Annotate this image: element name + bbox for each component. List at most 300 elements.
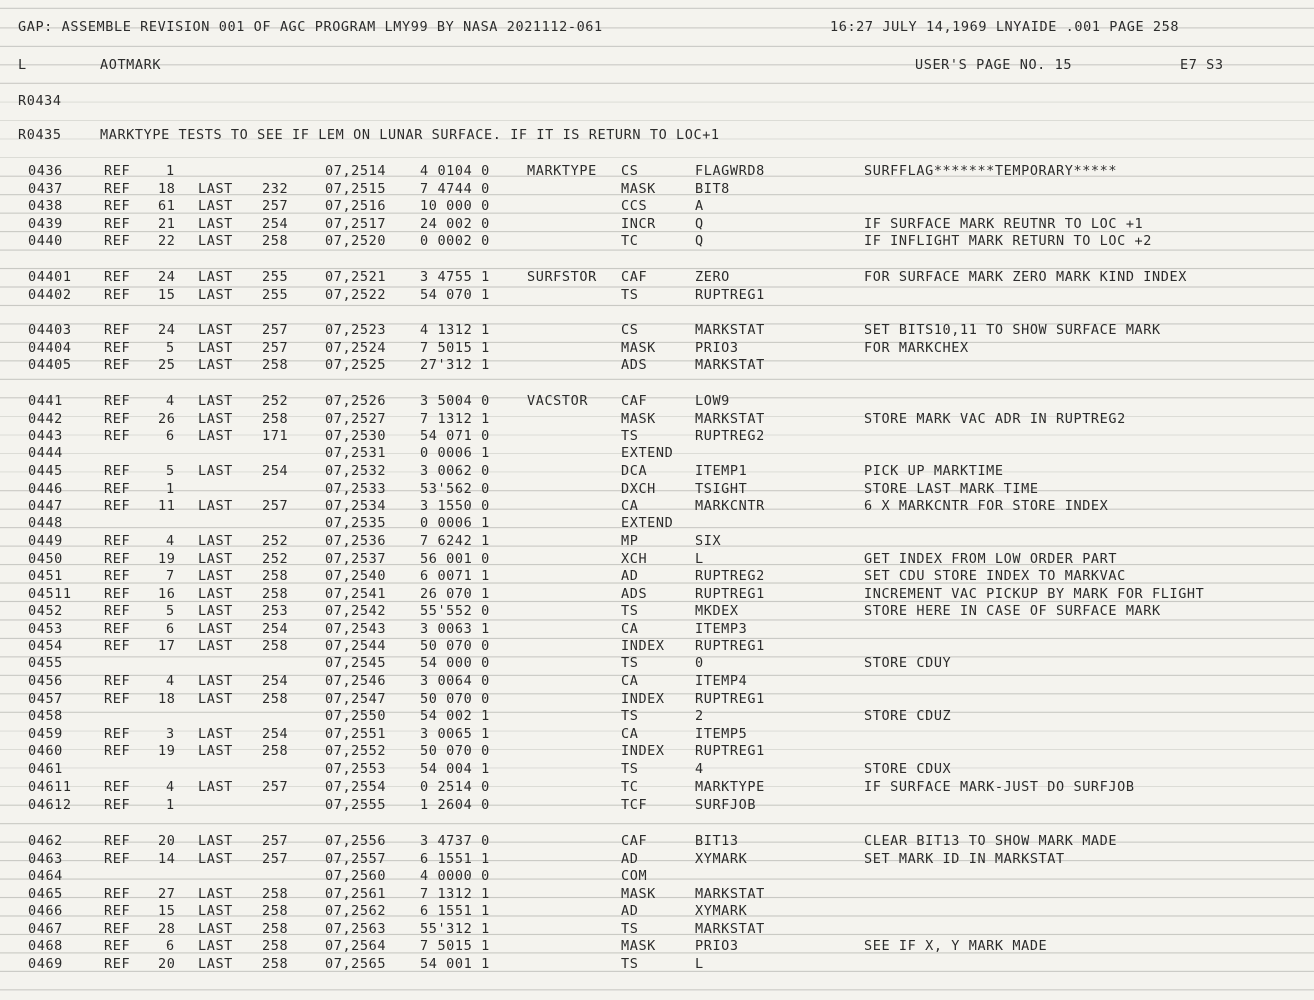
listing-row [0, 920, 1314, 938]
ref-keyword: REF [104, 498, 131, 514]
opcode: CA [621, 726, 639, 742]
last-page: 258 [262, 691, 289, 707]
line-number: 0467 [28, 921, 63, 937]
listing-row [0, 832, 1314, 850]
last-page: 257 [262, 340, 289, 356]
listing-row [0, 550, 1314, 568]
ref-count: 18 [158, 181, 176, 197]
header-line-2 [0, 56, 1314, 74]
line-number: 0442 [28, 411, 63, 427]
address: 07,2515 [325, 181, 387, 197]
ref-keyword: REF [104, 886, 131, 902]
operand: MARKSTAT [695, 921, 765, 937]
operand: ITEMP1 [695, 463, 748, 479]
ref-keyword: REF [104, 287, 131, 303]
comment: FOR MARKCHEX [864, 340, 969, 356]
opcode: CS [621, 163, 639, 179]
comment: SET CDU STORE INDEX TO MARKVAC [864, 568, 1126, 584]
ref-count: 1 [166, 797, 175, 813]
last-page: 258 [262, 586, 289, 602]
line-number: 0443 [28, 428, 63, 444]
listing-row [0, 410, 1314, 428]
ref-count: 24 [158, 269, 176, 285]
ref-count: 6 [166, 621, 175, 637]
last-keyword: LAST [198, 586, 233, 602]
octal-code: 53'562 0 [420, 481, 490, 497]
ref-keyword: REF [104, 269, 131, 285]
octal-code: 54 004 1 [420, 761, 490, 777]
address: 07,2522 [325, 287, 387, 303]
assembly-timestamp-page: 16:27 JULY 14,1969 LNYAIDE .001 PAGE 258 [830, 19, 1180, 35]
ref-count: 7 [166, 568, 175, 584]
last-keyword: LAST [198, 428, 233, 444]
listing-row [0, 532, 1314, 550]
octal-code: 3 0064 0 [420, 673, 490, 689]
line-number: 0458 [28, 708, 63, 724]
ref-keyword: REF [104, 921, 131, 937]
last-page: 258 [262, 886, 289, 902]
last-page: 254 [262, 726, 289, 742]
last-page: 254 [262, 463, 289, 479]
ref-count: 18 [158, 691, 176, 707]
octal-code: 0 0006 1 [420, 515, 490, 531]
opcode: TC [621, 779, 639, 795]
listing-row [0, 497, 1314, 515]
operand: MARKSTAT [695, 357, 765, 373]
octal-code: 7 1312 1 [420, 886, 490, 902]
last-keyword: LAST [198, 287, 233, 303]
line-number: 0436 [28, 163, 63, 179]
last-keyword: LAST [198, 216, 233, 232]
operand: Q [695, 233, 704, 249]
last-page: 258 [262, 411, 289, 427]
operand: RUPTREG2 [695, 568, 765, 584]
operand: 4 [695, 761, 704, 777]
line-number: 0456 [28, 673, 63, 689]
listing-row [0, 885, 1314, 903]
last-page: 254 [262, 216, 289, 232]
opcode: TC [621, 233, 639, 249]
comment: FOR SURFACE MARK ZERO MARK KIND INDEX [864, 269, 1187, 285]
opcode: EXTEND [621, 445, 674, 461]
line-number: 04611 [28, 779, 72, 795]
address: 07,2542 [325, 603, 387, 619]
last-keyword: LAST [198, 691, 233, 707]
last-page: 232 [262, 181, 289, 197]
ref-count: 15 [158, 287, 176, 303]
octal-code: 0 0002 0 [420, 233, 490, 249]
address: 07,2553 [325, 761, 387, 777]
last-page: 257 [262, 322, 289, 338]
operand: MARKSTAT [695, 322, 765, 338]
octal-code: 3 0063 1 [420, 621, 490, 637]
ref-count: 20 [158, 956, 176, 972]
ref-keyword: REF [104, 198, 131, 214]
ref-count: 14 [158, 851, 176, 867]
ref-keyword: REF [104, 673, 131, 689]
operand: SIX [695, 533, 722, 549]
address: 07,2563 [325, 921, 387, 937]
octal-code: 50 070 0 [420, 691, 490, 707]
comment: SET MARK ID IN MARKSTAT [864, 851, 1065, 867]
octal-code: 1 2604 0 [420, 797, 490, 813]
opcode: AD [621, 851, 639, 867]
line-number: 0459 [28, 726, 63, 742]
octal-code: 54 001 1 [420, 956, 490, 972]
ref-count: 15 [158, 903, 176, 919]
listing-row [0, 585, 1314, 603]
ref-count: 5 [166, 340, 175, 356]
ref-keyword: REF [104, 393, 131, 409]
octal-code: 27'312 1 [420, 357, 490, 373]
opcode: DXCH [621, 481, 656, 497]
opcode: MASK [621, 411, 656, 427]
ref-keyword: REF [104, 743, 131, 759]
ref-count: 19 [158, 551, 176, 567]
address: 07,2555 [325, 797, 387, 813]
listing-row [0, 268, 1314, 286]
operand: TSIGHT [695, 481, 748, 497]
ref-keyword: REF [104, 726, 131, 742]
address: 07,2536 [325, 533, 387, 549]
address: 07,2551 [325, 726, 387, 742]
address: 07,2531 [325, 445, 387, 461]
line-number: 0453 [28, 621, 63, 637]
ref-count: 3 [166, 726, 175, 742]
last-page: 258 [262, 903, 289, 919]
opcode: TS [621, 956, 639, 972]
line-number: 0455 [28, 655, 63, 671]
opcode: CA [621, 673, 639, 689]
last-page: 257 [262, 851, 289, 867]
symbol-label: SURFSTOR [527, 269, 597, 285]
last-page: 255 [262, 287, 289, 303]
line-number: 04401 [28, 269, 72, 285]
ref-count: 11 [158, 498, 176, 514]
users-page-number: USER'S PAGE NO. 15 [915, 57, 1073, 73]
ref-keyword: REF [104, 216, 131, 232]
octal-code: 3 1550 0 [420, 498, 490, 514]
listing-row [0, 197, 1314, 215]
last-page: 258 [262, 357, 289, 373]
line-number: 0441 [28, 393, 63, 409]
ref-count: 61 [158, 198, 176, 214]
line-number: 0461 [28, 761, 63, 777]
address: 07,2535 [325, 515, 387, 531]
line-number: 0469 [28, 956, 63, 972]
last-keyword: LAST [198, 340, 233, 356]
comment: STORE CDUX [864, 761, 952, 777]
last-page: 258 [262, 921, 289, 937]
address: 07,2521 [325, 269, 387, 285]
remark-r0435 [0, 126, 1314, 144]
operand: ITEMP4 [695, 673, 748, 689]
last-keyword: LAST [198, 621, 233, 637]
address: 07,2523 [325, 322, 387, 338]
comment: INCREMENT VAC PICKUP BY MARK FOR FLIGHT [864, 586, 1205, 602]
octal-code: 26 070 1 [420, 586, 490, 602]
address: 07,2530 [325, 428, 387, 444]
last-page: 258 [262, 938, 289, 954]
last-keyword: LAST [198, 463, 233, 479]
last-keyword: LAST [198, 726, 233, 742]
address: 07,2534 [325, 498, 387, 514]
operand: BIT8 [695, 181, 730, 197]
operand: LOW9 [695, 393, 730, 409]
listing-row [0, 567, 1314, 585]
last-keyword: LAST [198, 938, 233, 954]
ref-keyword: REF [104, 621, 131, 637]
comment: IF SURFACE MARK-JUST DO SURFJOB [864, 779, 1135, 795]
operand: BIT13 [695, 833, 739, 849]
opcode: TS [621, 603, 639, 619]
last-keyword: LAST [198, 743, 233, 759]
octal-code: 54 000 0 [420, 655, 490, 671]
ref-count: 5 [166, 603, 175, 619]
line-number: 0437 [28, 181, 63, 197]
comment: CLEAR BIT13 TO SHOW MARK MADE [864, 833, 1118, 849]
address: 07,2557 [325, 851, 387, 867]
operand: RUPTREG2 [695, 428, 765, 444]
ref-count: 27 [158, 886, 176, 902]
last-keyword: LAST [198, 603, 233, 619]
address: 07,2560 [325, 868, 387, 884]
address: 07,2545 [325, 655, 387, 671]
opcode: INDEX [621, 691, 665, 707]
opcode: ADS [621, 586, 648, 602]
listing-row [0, 162, 1314, 180]
listing-row [0, 480, 1314, 498]
last-keyword: LAST [198, 269, 233, 285]
opcode: CAF [621, 833, 648, 849]
ref-count: 21 [158, 216, 176, 232]
opcode: CAF [621, 393, 648, 409]
listing-row [0, 707, 1314, 725]
comment: IF SURFACE MARK REUTNR TO LOC +1 [864, 216, 1144, 232]
octal-code: 50 070 0 [420, 743, 490, 759]
last-keyword: LAST [198, 638, 233, 654]
operand: RUPTREG1 [695, 586, 765, 602]
line-number: 0448 [28, 515, 63, 531]
operand: ZERO [695, 269, 730, 285]
listing-row [0, 339, 1314, 357]
listing-row [0, 867, 1314, 885]
ref-count: 1 [166, 481, 175, 497]
octal-code: 7 5015 1 [420, 938, 490, 954]
comment: STORE LAST MARK TIME [864, 481, 1039, 497]
listing-row [0, 444, 1314, 462]
operand: FLAGWRD8 [695, 163, 765, 179]
last-page: 257 [262, 198, 289, 214]
line-number: 0438 [28, 198, 63, 214]
last-keyword: LAST [198, 568, 233, 584]
ref-count: 20 [158, 833, 176, 849]
ref-keyword: REF [104, 691, 131, 707]
listing-row [0, 778, 1314, 796]
address: 07,2554 [325, 779, 387, 795]
last-page: 258 [262, 233, 289, 249]
line-number: 04403 [28, 322, 72, 338]
opcode: CCS [621, 198, 648, 214]
last-page: 258 [262, 743, 289, 759]
operand: MKDEX [695, 603, 739, 619]
listing-code: L [18, 57, 27, 73]
opcode: CA [621, 621, 639, 637]
octal-code: 50 070 0 [420, 638, 490, 654]
remark-r0434 [0, 92, 1314, 110]
last-keyword: LAST [198, 851, 233, 867]
octal-code: 6 1551 1 [420, 851, 490, 867]
last-page: 254 [262, 621, 289, 637]
comment: SET BITS10,11 TO SHOW SURFACE MARK [864, 322, 1161, 338]
listing-row [0, 180, 1314, 198]
last-page: 252 [262, 533, 289, 549]
line-number: 0457 [28, 691, 63, 707]
ref-keyword: REF [104, 903, 131, 919]
last-keyword: LAST [198, 357, 233, 373]
address: 07,2556 [325, 833, 387, 849]
octal-code: 3 0062 0 [420, 463, 490, 479]
last-keyword: LAST [198, 181, 233, 197]
line-number: 0460 [28, 743, 63, 759]
opcode: INDEX [621, 638, 665, 654]
ref-keyword: REF [104, 428, 131, 444]
listing-row [0, 356, 1314, 374]
octal-code: 7 5015 1 [420, 340, 490, 356]
line-number: 0445 [28, 463, 63, 479]
comment: STORE CDUY [864, 655, 952, 671]
octal-code: 7 6242 1 [420, 533, 490, 549]
octal-code: 54 070 1 [420, 287, 490, 303]
ref-count: 4 [166, 533, 175, 549]
listing-row [0, 850, 1314, 868]
octal-code: 3 4737 0 [420, 833, 490, 849]
ref-keyword: REF [104, 411, 131, 427]
comment: SURFFLAG*******TEMPORARY***** [864, 163, 1118, 179]
ref-keyword: REF [104, 956, 131, 972]
opcode: MASK [621, 938, 656, 954]
line-number: 0450 [28, 551, 63, 567]
opcode: AD [621, 903, 639, 919]
line-number: 04612 [28, 797, 72, 813]
opcode: TS [621, 655, 639, 671]
operand: RUPTREG1 [695, 743, 765, 759]
address: 07,2541 [325, 586, 387, 602]
listing-row [0, 232, 1314, 250]
operand: XYMARK [695, 903, 748, 919]
listing-row [0, 690, 1314, 708]
last-page: 171 [262, 428, 289, 444]
address: 07,2561 [325, 886, 387, 902]
opcode: TCF [621, 797, 648, 813]
opcode: MASK [621, 886, 656, 902]
opcode: ADS [621, 357, 648, 373]
octal-code: 6 1551 1 [420, 903, 490, 919]
opcode: CA [621, 498, 639, 514]
line-number: 0462 [28, 833, 63, 849]
last-keyword: LAST [198, 198, 233, 214]
listing-row [0, 286, 1314, 304]
operand: L [695, 551, 704, 567]
octal-code: 0 2514 0 [420, 779, 490, 795]
comment: 6 X MARKCNTR FOR STORE INDEX [864, 498, 1109, 514]
last-keyword: LAST [198, 322, 233, 338]
listing-row [0, 654, 1314, 672]
octal-code: 55'552 0 [420, 603, 490, 619]
ref-count: 19 [158, 743, 176, 759]
octal-code: 56 001 0 [420, 551, 490, 567]
remark-text: MARKTYPE TESTS TO SEE IF LEM ON LUNAR SURFACE. IF IT IS RETURN TO LOC+1 [100, 127, 720, 143]
operand: MARKSTAT [695, 886, 765, 902]
ref-count: 22 [158, 233, 176, 249]
line-number: 0439 [28, 216, 63, 232]
opcode: CS [621, 322, 639, 338]
last-keyword: LAST [198, 233, 233, 249]
address: 07,2540 [325, 568, 387, 584]
last-keyword: LAST [198, 903, 233, 919]
listing-row [0, 321, 1314, 339]
last-keyword: LAST [198, 533, 233, 549]
listing-row [0, 760, 1314, 778]
address: 07,2526 [325, 393, 387, 409]
listing-row [0, 462, 1314, 480]
address: 07,2514 [325, 163, 387, 179]
listing-row [0, 215, 1314, 233]
ref-keyword: REF [104, 938, 131, 954]
operand: RUPTREG1 [695, 638, 765, 654]
octal-code: 4 0000 0 [420, 868, 490, 884]
listing-title: AOTMARK [100, 57, 162, 73]
opcode: CAF [621, 269, 648, 285]
operand: MARKTYPE [695, 779, 765, 795]
octal-code: 55'312 1 [420, 921, 490, 937]
listing-row [0, 725, 1314, 743]
address: 07,2565 [325, 956, 387, 972]
octal-code: 54 071 0 [420, 428, 490, 444]
opcode: TS [621, 708, 639, 724]
ref-keyword: REF [104, 568, 131, 584]
address: 07,2562 [325, 903, 387, 919]
header-line-1 [0, 18, 1314, 36]
address: 07,2524 [325, 340, 387, 356]
address: 07,2520 [325, 233, 387, 249]
operand: ITEMP5 [695, 726, 748, 742]
comment: PICK UP MARKTIME [864, 463, 1004, 479]
operand: PRIO3 [695, 340, 739, 356]
opcode: INCR [621, 216, 656, 232]
last-keyword: LAST [198, 833, 233, 849]
last-keyword: LAST [198, 673, 233, 689]
opcode: TS [621, 428, 639, 444]
last-page: 252 [262, 393, 289, 409]
ref-keyword: REF [104, 481, 131, 497]
address: 07,2546 [325, 673, 387, 689]
line-number: 0463 [28, 851, 63, 867]
listing-row [0, 902, 1314, 920]
line-number: 04402 [28, 287, 72, 303]
last-page: 257 [262, 498, 289, 514]
last-page: 253 [262, 603, 289, 619]
last-page: 254 [262, 673, 289, 689]
ref-keyword: REF [104, 322, 131, 338]
octal-code: 3 4755 1 [420, 269, 490, 285]
operand: PRIO3 [695, 938, 739, 954]
listing-row [0, 514, 1314, 532]
listing-row [0, 427, 1314, 445]
last-keyword: LAST [198, 551, 233, 567]
ref-keyword: REF [104, 340, 131, 356]
ref-keyword: REF [104, 779, 131, 795]
